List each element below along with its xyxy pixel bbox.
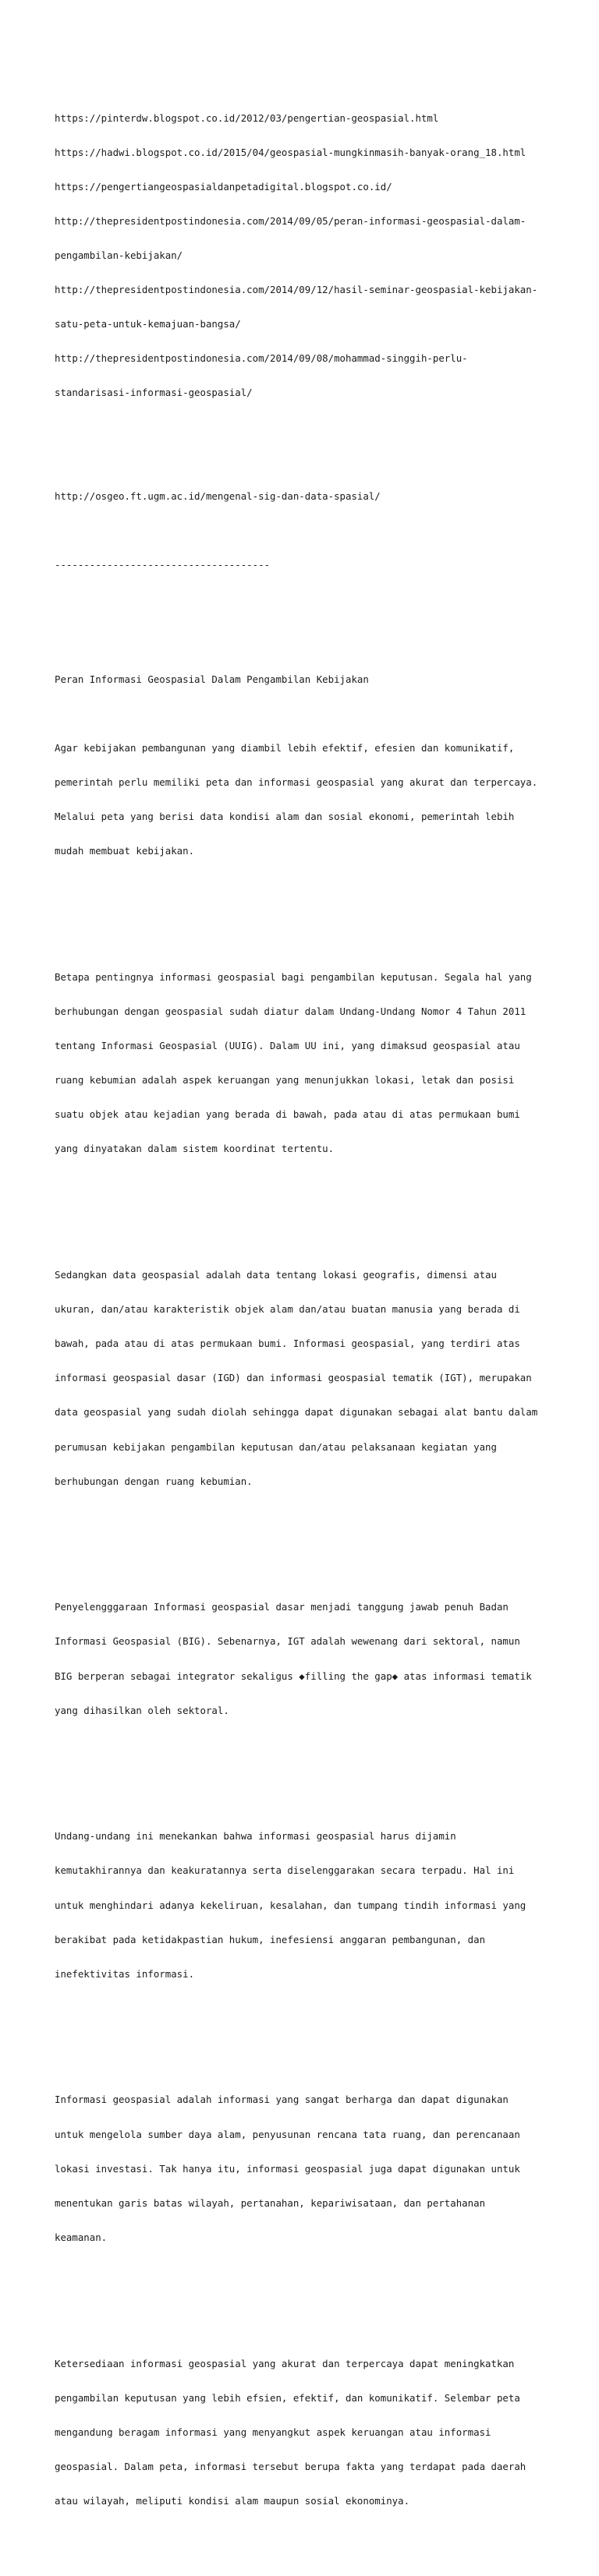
document-page (55, 55, 569, 2576)
paragraph-line: keamanan. (55, 2231, 108, 2243)
paragraph-line: mudah membuat kebijakan. (55, 845, 195, 857)
paragraph-line: Agar kebijakan pembangunan yang diambil lebih efektif, efesien dan komunikatif, (55, 741, 515, 754)
paragraph-line: Ketersediaan informasi geospasial yang akurat dan terpercaya dapat meningkatkan (55, 2357, 515, 2369)
paragraph-line: yang dihasilkan oleh sektoral. (55, 1704, 229, 1716)
reference-link-continuation[interactable]: pengambilan-kebijakan/ (55, 249, 183, 261)
paragraph-line: mengandung beragam informasi yang menyangkut aspek keruangan atau informasi (55, 2426, 491, 2438)
paragraph-line: atau wilayah, meliputi kondisi alam maupun sosial ekonominya. (55, 2494, 410, 2507)
paragraph-line: lokasi investasi. Tak hanya itu, informasi geospasial juga dapat digunakan untuk (55, 2162, 520, 2175)
paragraph-line: BIG berperan sebagai integrator sekaligus ◆filling the gap◆ atas informasi tematik (55, 1670, 532, 1682)
reference-link[interactable]: http://thepresidentpostindonesia.com/2014/09/12/hasil-seminar-geospasial-kebijakan- (55, 283, 538, 295)
paragraph-line: bawah, pada atau di atas permukaan bumi. Informasi geospasial, yang terdiri atas (55, 1337, 520, 1350)
paragraph-line: geospasial. Dalam peta, informasi tersebut berupa fakta yang terdapat pada daerah (55, 2460, 526, 2472)
paragraph-line: informasi geospasial dasar (IGD) dan informasi geospasial tematik (IGT), merupakan (55, 1372, 532, 1384)
spacer (55, 1201, 569, 1213)
reference-link-continuation[interactable]: satu-peta-untuk-kemajuan-bangsa/ (55, 318, 241, 330)
paragraph-line: berhubungan dengan geospasial sudah diatur dalam Undang-Undang Nomor 4 Tahun 2011 (55, 1005, 526, 1018)
spacer (55, 1533, 569, 1545)
reference-links (55, 90, 569, 422)
paragraph-1 (55, 720, 569, 881)
spacer (55, 1762, 569, 1774)
paragraph-line: inefektivitas informasi. (55, 1967, 195, 1980)
paragraph-5 (55, 1808, 569, 2003)
paragraph-line: Betapa pentingnya informasi geospasial bagi pengambilan keputusan. Segala hal yang (55, 970, 532, 983)
paragraph-line: Sedangkan data geospasial adalah data tentang lokasi geografis, dimensi atau (55, 1269, 497, 1281)
reference-link[interactable]: http://thepresidentpostindonesia.com/2014/09/05/peran-informasi-geospasial-dalam- (55, 214, 526, 227)
paragraph-line: menentukan garis batas wilayah, pertanahan, kepariwisataan, dan pertahanan (55, 2196, 486, 2209)
paragraph-line: perumusan kebijakan pengambilan keputusan dan/atau pelaksanaan kegiatan yang (55, 1440, 497, 1453)
paragraph-7 (55, 2335, 569, 2530)
paragraph-line: Informasi Geospasial (BIG). Sebenarnya, IGT adalah wewenang dari sektoral, namun (55, 1635, 520, 1648)
paragraph-line: Melalui peta yang berisi data kondisi alam dan sosial ekonomi, pemerintah lebih (55, 811, 515, 823)
paragraph-line: pemerintah perlu memiliki peta dan informasi geospasial yang akurat dan terpercaya. (55, 776, 538, 789)
paragraph-line: Penyelengggaraan Informasi geospasial dasar menjadi tanggung jawab penuh Badan (55, 1601, 509, 1613)
paragraph-line: kemutakhirannya dan keakuratannya serta diselenggarakan secara terpadu. Hal ini (55, 1864, 515, 1877)
reference-link[interactable]: https://hadwi.blogspot.co.id/2015/04/geospasial-mungkinmasih-banyak-orang_18.html (55, 146, 526, 158)
reference-link[interactable]: https://pinterdw.blogspot.co.id/2012/03/pengertian-geospasial.html (55, 111, 439, 124)
paragraph-line: berhubungan dengan ruang kebumian. (55, 1475, 253, 1487)
article-title: Peran Informasi Geospasial Dalam Pengambilan Kebijakan (55, 673, 369, 685)
paragraph-line: berakibat pada ketidakpastian hukum, inefesiensi anggaran pembangunan, dan (55, 1933, 486, 1945)
paragraph-line: yang dinyatakan dalam sistem koordinat tertentu. (55, 1143, 335, 1155)
paragraph-line: suatu objek atau kejadian yang berada di bawah, pada atau di atas permukaan bumi (55, 1108, 520, 1121)
spacer (55, 2289, 569, 2301)
paragraph-6 (55, 2072, 569, 2267)
paragraph-line: data geospasial yang sudah diolah sehingga dapat digunakan sebagai alat bantu dalam (55, 1406, 538, 1419)
paragraph-line: pengambilan keputusan yang lebih efsien, efektif, dan komunikatif. Selembar peta (55, 2391, 520, 2404)
paragraph-line: Undang-undang ini menekankan bahwa informasi geospasial harus dijamin (55, 1830, 456, 1843)
paragraph-2 (55, 949, 569, 1178)
paragraph-4 (55, 1579, 569, 1740)
paragraph-line: ruang kebumian adalah aspek keruangan yang menunjukkan lokasi, letak dan posisi (55, 1074, 515, 1087)
spacer (55, 2026, 569, 2037)
reference-link[interactable]: http://thepresidentpostindonesia.com/2014/09/08/mohammad-singgih-perlu- (55, 352, 468, 365)
paragraph-line: tentang Informasi Geospasial (UUIG). Dalam UU ini, yang dimaksud geospasial atau (55, 1040, 520, 1052)
paragraph-line: ukuran, dan/atau karakteristik objek alam dan/atau buatan manusia yang berada di (55, 1303, 520, 1316)
reference-link[interactable]: https://pengertiangeospasialdanpetadigital.blogspot.co.id/ (55, 180, 392, 193)
paragraph-line: untuk menghindari adanya kekeliruan, kesalahan, dan tumpang tindih informasi yang (55, 1899, 526, 1911)
article (55, 651, 569, 2553)
spacer (55, 525, 569, 537)
spacer (55, 903, 569, 915)
paragraph-3 (55, 1247, 569, 1511)
paragraph-line: Informasi geospasial adalah informasi yang sangat berharga dan dapat digunakan (55, 2094, 509, 2106)
paragraph-line: untuk mengelola sumber daya alam, penyusunan rencana tata ruang, dan perencanaan (55, 2128, 520, 2140)
reference-link-extra[interactable]: http://osgeo.ft.ugm.ac.id/mengenal-sig-dan-data-spasial/ (55, 489, 381, 502)
spacer (55, 456, 569, 468)
separator-line: ------------------------------------- (55, 558, 271, 571)
reference-link-continuation[interactable]: standarisasi-informasi-geospasial/ (55, 387, 253, 399)
spacer (55, 594, 569, 617)
